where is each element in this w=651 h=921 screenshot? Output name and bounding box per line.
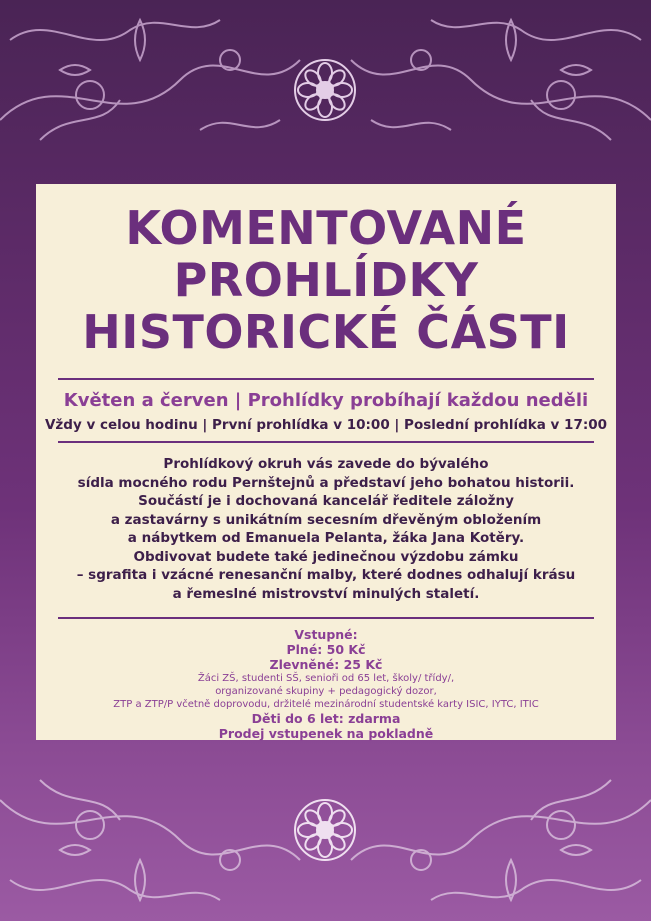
description-line: – sgrafita i vzácné renesanční malby, které dodnes odhalují krásu xyxy=(76,567,576,583)
description-line: sídla mocného rodu Pernštejnů a představí jeho bohatou historii. xyxy=(77,474,575,491)
description-line: Prohlídkový okruh vás zavede do bývalého xyxy=(163,456,489,472)
description-line: a nábytkem od Emanuela Pelanta, žáka Jana Kotěry. xyxy=(127,530,525,546)
top-ornament-band xyxy=(0,0,651,150)
divider-middle xyxy=(58,441,594,443)
subtitle: Květen a červen | Prohlídky probíhají každou neděli xyxy=(63,390,589,411)
floral-ornament-icon xyxy=(0,0,651,150)
description-line: a řemeslné mistrovství minulých staletí. xyxy=(172,585,480,602)
floral-rosette-icon xyxy=(295,800,355,860)
reduced-note: Žáci ZŠ, studenti SŠ, senioři od 65 let, školy/ třídy/, xyxy=(197,673,455,684)
description-line: a zastavárny s unikátním secesním dřevěným obložením xyxy=(110,511,542,528)
floral-rosette-icon xyxy=(295,60,355,120)
admission-heading: Vstupné: xyxy=(294,627,358,642)
title-line-2: PROHLÍDKY xyxy=(173,253,479,307)
schedule-text: Vždy v celou hodinu | První prohlídka v 10:00 | Poslední prohlídka v 17:00 xyxy=(44,417,608,433)
bottom-ornament-band xyxy=(0,770,651,920)
admission-section xyxy=(36,627,616,741)
reduced-note: organizované skupiny + pedagogický dozor, xyxy=(215,686,437,697)
description xyxy=(36,455,616,603)
price-full: Plné: 50 Kč xyxy=(286,642,366,657)
divider-bottom xyxy=(58,617,594,619)
price-reduced: Zlevněné: 25 Kč xyxy=(269,657,383,672)
floral-ornament-icon xyxy=(0,770,651,920)
title-line-3: HISTORICKÉ ČÁSTI xyxy=(82,305,570,359)
title-line-1: KOMENTOVANÉ xyxy=(125,201,527,255)
ticket-sale-note: Prodej vstupenek na pokladně xyxy=(218,726,434,741)
reduced-note: ZTP a ZTP/P včetně doprovodu, držitelé mezinárodní studentské karty ISIC, IYTC, ITIC xyxy=(113,699,539,710)
divider-top xyxy=(58,378,594,380)
price-children: Děti do 6 let: zdarma xyxy=(251,711,401,726)
content-card xyxy=(36,184,616,740)
poster-title xyxy=(36,202,616,358)
description-line: Součástí je i dochovaná kancelář ředitele záložny xyxy=(138,493,514,509)
description-line: Obdivovat budete také jedinečnou výzdobu zámku xyxy=(133,548,519,565)
